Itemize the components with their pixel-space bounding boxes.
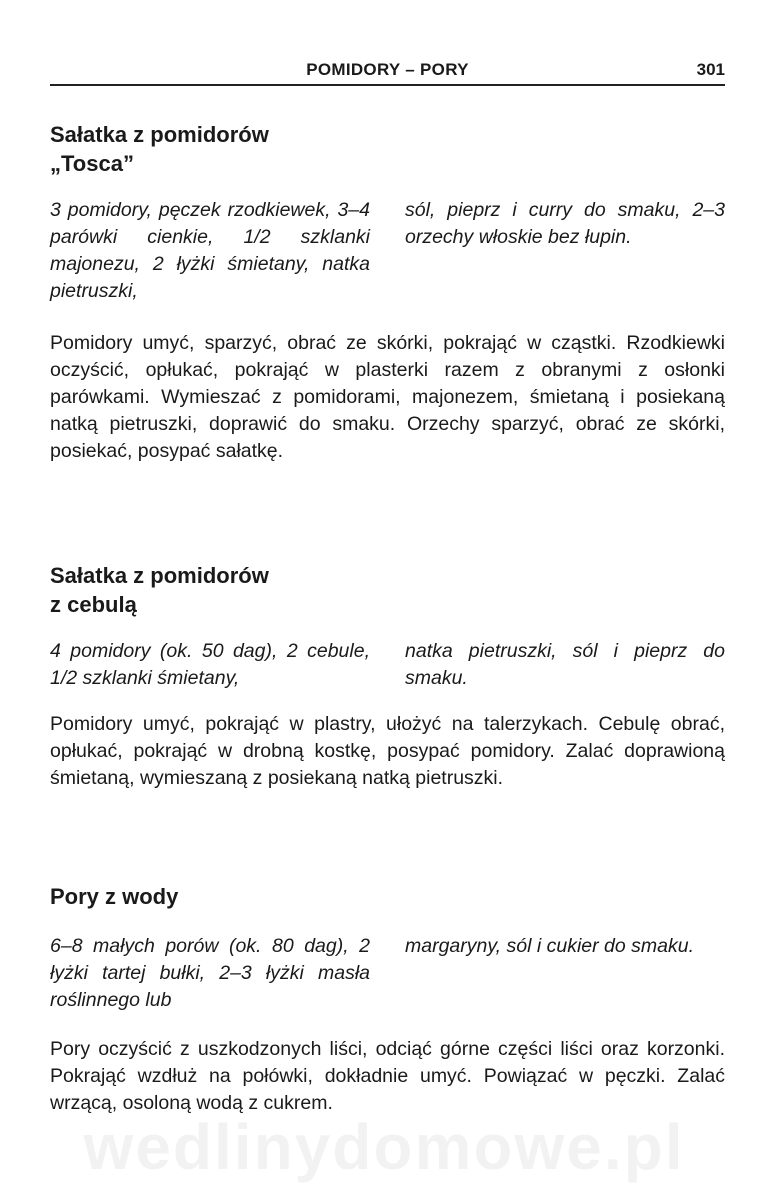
ingredients xyxy=(50,638,725,692)
running-title: POMIDORY – PORY xyxy=(306,60,469,79)
page-header xyxy=(50,58,725,86)
ingredients-right-column: sól, pieprz i curry do smaku, 2–3 orzechy włoskie bez łupin. xyxy=(405,199,725,248)
page-number: 301 xyxy=(696,60,725,79)
ingredients xyxy=(50,933,725,1014)
recipe-title-line: „Tosca” xyxy=(50,151,134,176)
book-page xyxy=(50,58,725,1114)
recipe-salatka-tosca xyxy=(50,120,725,465)
method-text: Pory oczyścić z uszkodzonych liści, odciąć górne części liści oraz korzonki. Pokrająć wzdłuż na połówki, dokładnie umyć. Powiązać w pęczki. Zalać wrzącą, osoloną wodą z cukrem. xyxy=(50,1038,725,1114)
recipe-title xyxy=(50,120,725,178)
recipe-title-line: Sałatka z pomidorów xyxy=(50,563,269,588)
ingredients-right-column: natka pietruszki, sól i pieprz do smaku. xyxy=(405,640,725,689)
ingredients xyxy=(50,197,725,305)
method-text: Pomidory umyć, pokrająć w plastry, ułożyć na talerzykach. Cebulę obrać, opłukać, pokrająć w drobną kostkę, posypać pomidory. Zalać doprawioną śmietaną, wymieszaną z posiekaną natką pietruszki. xyxy=(50,713,725,789)
recipe-salatka-z-cebula xyxy=(50,561,725,792)
ingredients-left-column: 3 pomidory, pęczek rzodkiewek, 3–4 parówki cienkie, 1/2 szklanki majonezu, 2 łyżki śmietany, natka pietruszki, xyxy=(50,199,370,302)
recipe-title-line: Sałatka z pomidorów xyxy=(50,122,269,147)
ingredients-right-column: margaryny, sól i cukier do smaku. xyxy=(405,935,694,957)
method-text: Pomidory umyć, sparzyć, obrać ze skórki, pokrająć w cząstki. Rzodkiewki oczyścić, opłukać, pokrająć w plasterki razem z obranymi z osłonki parówkami. Wymieszać z pomidorami, majonezem, śmietaną i posiekaną natką pietruszki, doprawić do smaku. Orzechy sparzyć, obrać ze skórki, posiekać, posypać sałatkę. xyxy=(50,332,725,462)
recipe-title xyxy=(50,882,725,911)
recipe-title xyxy=(50,561,725,619)
watermark: wedlinydomowe.pl xyxy=(83,1111,685,1183)
ingredients-left-column: 6–8 małych porów (ok. 80 dag), 2 łyżki tartej bułki, 2–3 łyżki masła roślinnego lub xyxy=(50,935,370,1011)
recipe-title-line: Pory z wody xyxy=(50,884,179,909)
recipe-pory-z-wody xyxy=(50,882,725,1117)
ingredients-left-column: 4 pomidory (ok. 50 dag), 2 cebule, 1/2 szklanki śmietany, xyxy=(50,640,370,689)
recipe-title-line: z cebulą xyxy=(50,592,137,617)
